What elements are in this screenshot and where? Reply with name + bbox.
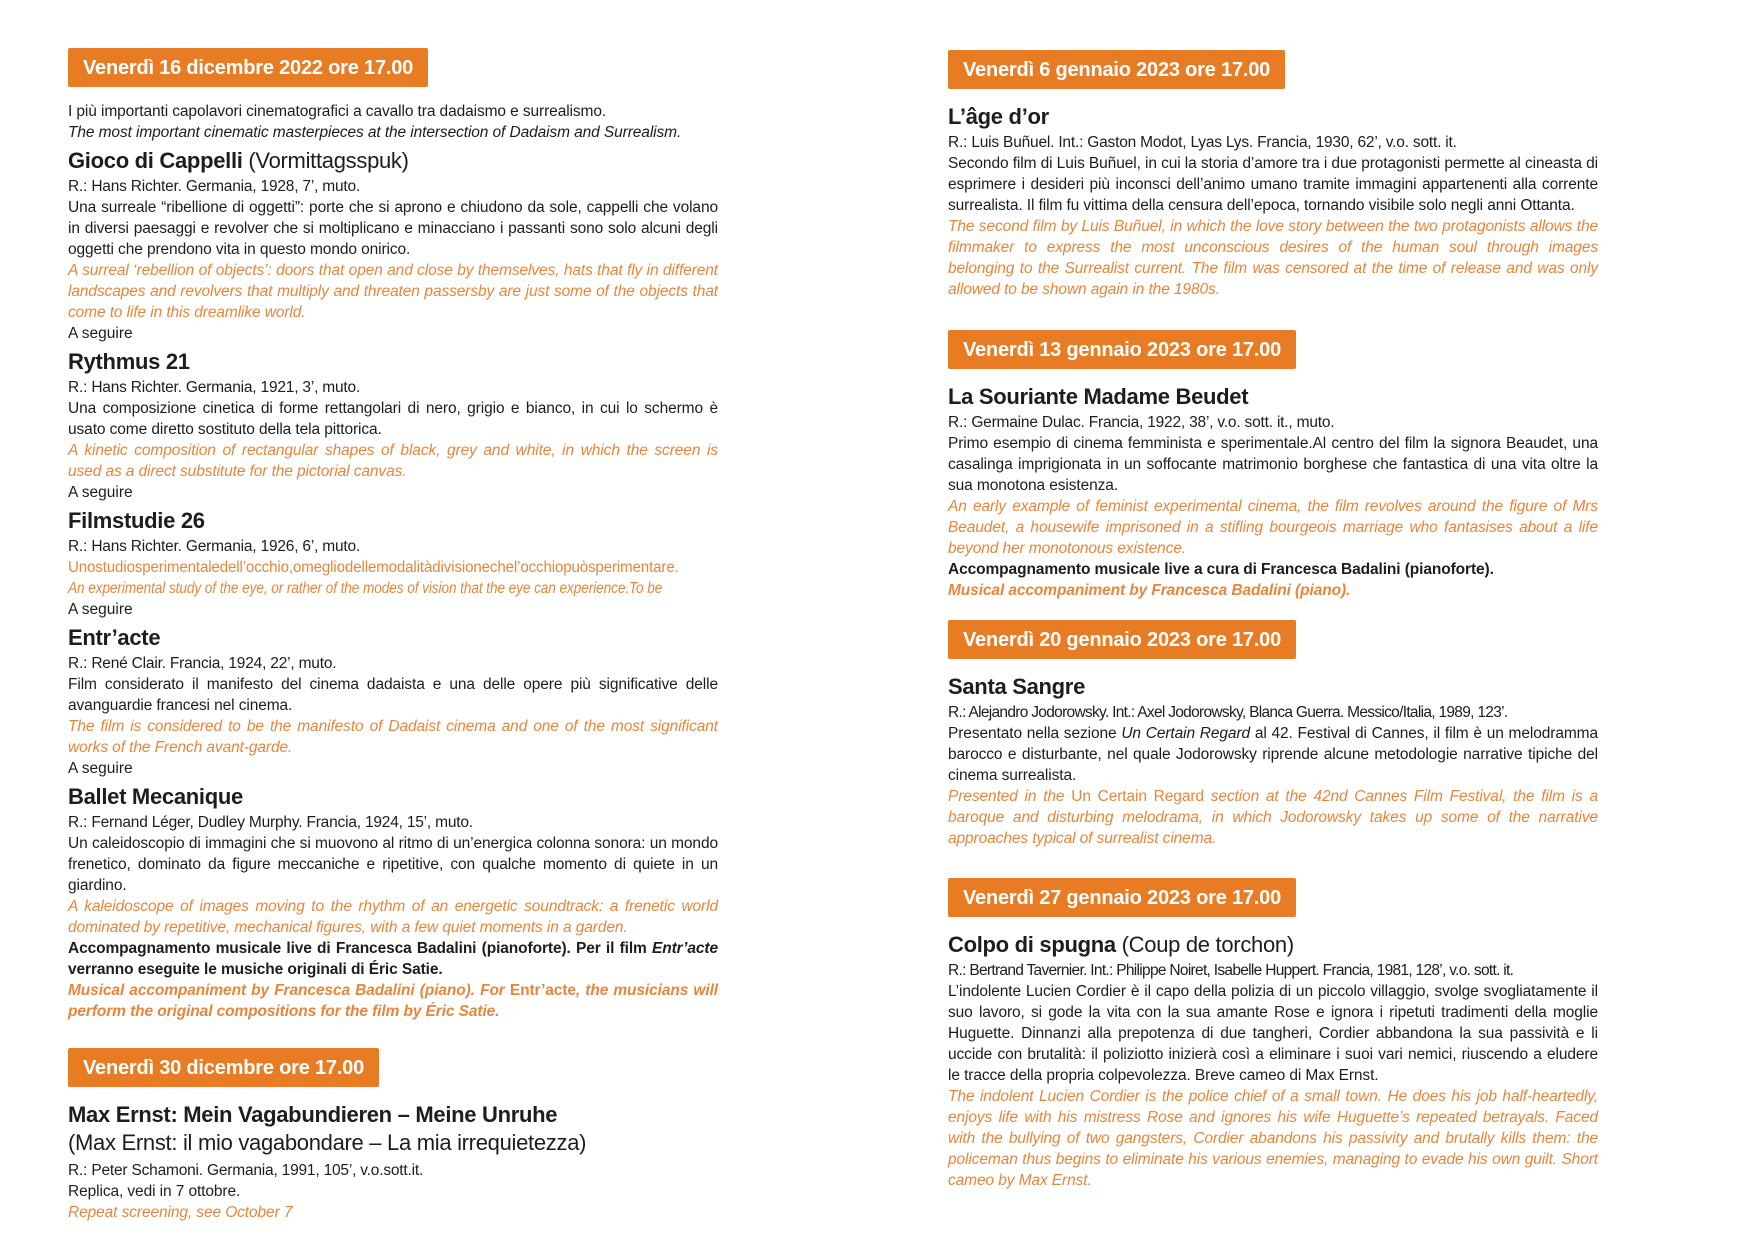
- film-name-emphasis: Entr’acte: [651, 940, 718, 957]
- film-desc-english: A kaleidoscope of images moving to the rhythm of an energetic soundtrack: a frenetic world dominated by repetitive, mechanical figures, with a few quiet moments in a garden.: [68, 898, 718, 936]
- desc-text: Presentato nella sezione: [948, 725, 1122, 742]
- series-intro-italian: I più importanti capolavori cinematografici a cavallo tra dadaismo e surrealismo.: [68, 103, 607, 120]
- film-desc-italian: Film considerato il manifesto del cinema dadaista e una delle opere più significative delle avanguardie francesi nel cinema.: [68, 676, 718, 714]
- a-seguire-label: A seguire: [68, 325, 133, 342]
- section-6-january: [948, 50, 1598, 300]
- film-desc-english: The indolent Lucien Cordier is the police chief of a small town. He does his job half-heartedly, enjoys life with his mistress Rose and ignores his wife Huguette’s repeated betrayals. Faced with the bullying of two gangsters, Cordier abandons his passivity and brutally kills them: the policeman thus begins to eliminate his various enemies, managing to evade his own guilt. Short cameo by Max Ernst.: [948, 1088, 1598, 1189]
- screening-date-badge: Venerdì 16 dicembre 2022 ore 17.00: [68, 48, 428, 87]
- a-seguire-label: A seguire: [68, 601, 133, 618]
- film-credits: R.: Germaine Dulac. Francia, 1922, 38’, v.o. sott. it., muto.: [948, 414, 1335, 431]
- film-desc-italian: L’indolente Lucien Cordier è il capo della polizia di un piccolo villaggio, svolge svogliatamente il suo lavoro, si gode la vita con la sua amante Rose e ignora i ripetuti tradimenti della moglie Huguette. Dinnanzi alla prepotenza di due tangheri, Cordier abbandona la sua passività e li uccide con brutalità: il poliziotto inizierà così a eliminare i suoi vari nemici, riuscendo a eludere le tracce della propria colpevolezza. Breve cameo di Max Ernst.: [948, 983, 1598, 1084]
- film-desc-italian: [68, 557, 718, 578]
- section-16-december: [68, 48, 718, 1022]
- replica-note-english: Repeat screening, see October 7: [68, 1204, 293, 1221]
- section-body: [68, 101, 718, 1022]
- film-desc-english: A surreal ‘rebellion of objects’: doors that open and close by themselves, hats that fly in different landscapes and revolvers that multiply and threaten passersby are just some of the objects that come to life in this dreamlike world.: [68, 262, 718, 321]
- film-credits: R.: Peter Schamoni. Germania, 1991, 105’, v.o.sott.it.: [68, 1162, 424, 1179]
- film-desc-italian: Secondo film di Luis Buñuel, in cui la storia d’amore tra i due protagonisti permette al cineasta di esprimere i desideri più inconsci dell’animo umano tramite immagini appartenenti alla corrente surrealista. Il film fu vittima della censura dell’epoca, tornando visibile solo negli anni Ottanta.: [948, 155, 1598, 214]
- film-desc-italian: [948, 723, 1598, 786]
- a-seguire-label: A seguire: [68, 760, 133, 777]
- section-body: [948, 931, 1598, 1191]
- film-title: Rythmus 21: [68, 349, 190, 374]
- film-desc-english: An early example of feminist experimental cinema, the film revolves around the figure of Mrs Beaudet, a housewife imprisoned in a stifling bourgeois marriage who fantasises about a life beyond her monotonous existence.: [948, 498, 1598, 557]
- screening-date-badge: Venerdì 6 gennaio 2023 ore 17.00: [948, 50, 1285, 89]
- festival-section-name: Un Certain Regard: [1121, 725, 1251, 742]
- film-title: L’âge d’or: [948, 104, 1049, 129]
- film-desc-italian: Un caleidoscopio di immagini che si muovono al ritmo di un’energica colonna sonora: un mondo frenetico, dominato da figure meccaniche e ripetitive, con qualche momento di quiete in un giardino.: [68, 835, 718, 894]
- section-27-january: [948, 878, 1598, 1191]
- accomp-text: verranno eseguite le musiche originali di Éric Satie.: [68, 961, 443, 978]
- section-30-december: [68, 1048, 718, 1223]
- musical-accompaniment-italian: Accompagnamento musicale live a cura di Francesca Badalini (pianoforte).: [948, 561, 1494, 578]
- film-credits: R.: Hans Richter. Germania, 1928, 7’, muto.: [68, 178, 361, 195]
- film-title-main: Colpo di spugna: [948, 932, 1116, 957]
- film-credits: R.: Luis Buñuel. Int.: Gaston Modot, Lyas Lys. Francia, 1930, 62’, v.o. sott. it.: [948, 134, 1457, 151]
- film-title: Entr’acte: [68, 625, 161, 650]
- section-13-january: [948, 330, 1598, 601]
- musical-accompaniment-english: Musical accompaniment by Francesca Badalini (piano).: [948, 582, 1351, 599]
- film-desc-english: The film is considered to be the manifesto of Dadaist cinema and one of the most significant works of the French avant-garde.: [68, 718, 718, 756]
- musical-accompaniment-italian: [68, 938, 718, 980]
- desc-text: al 42. Festival di Cannes, il film è un melodramma barocco e disturbante, nel quale Jodorowsky riprende alcune metodologie narrative tipiche del cinema surrealista.: [948, 725, 1599, 784]
- film-title: La Souriante Madame Beudet: [948, 384, 1249, 409]
- desc-text: section at the 42nd Cannes Film Festival, the film is a baroque and disturbing melodrama, in which Jodorowsky takes up some of the narrative approaches typical of surrealist cinema.: [948, 788, 1598, 847]
- section-body: [948, 103, 1598, 300]
- section-body: [68, 1101, 718, 1223]
- film-desc-italian: Una composizione cinetica di forme rettangolari di nero, grigio e bianco, in cui lo schermo è usato come diretto sostituto della tela pittorica.: [68, 400, 718, 438]
- film-title: Max Ernst: Mein Vagabundieren – Meine Unruhe: [68, 1102, 558, 1127]
- film-name-emphasis: Entr’acte: [509, 982, 576, 999]
- film-title: [68, 147, 718, 174]
- film-credits: R.: Fernand Léger, Dudley Murphy. Francia, 1924, 15’, muto.: [68, 814, 473, 831]
- film-desc-english: [948, 786, 1598, 849]
- screening-date-badge: Venerdì 13 gennaio 2023 ore 17.00: [948, 330, 1296, 369]
- desc-text: Presented in the: [948, 788, 1072, 805]
- film-desc-english: A kinetic composition of rectangular shapes of black, grey and white, in which the screen is used as a direct substitute for the pictorial canvas.: [68, 442, 718, 480]
- film-credits: R.: René Clair. Francia, 1924, 22’, muto.: [68, 655, 337, 672]
- festival-section-name: Un Certain Regard: [1071, 788, 1204, 805]
- film-credits: R.: Hans Richter. Germania, 1926, 6’, muto.: [68, 538, 361, 555]
- film-title-original: (Coup de torchon): [1121, 932, 1294, 957]
- series-intro-english: The most important cinematic masterpieces at the intersection of Dadaism and Surrealism.: [68, 124, 682, 141]
- film-title: [948, 931, 1598, 958]
- film-title: Santa Sangre: [948, 674, 1086, 699]
- film-title: Ballet Mecanique: [68, 784, 243, 809]
- section-body: [948, 673, 1598, 849]
- film-title-original: (Vormittagsspuk): [248, 148, 409, 173]
- accomp-text: Accompagnamento musicale live di Francesca Badalini (pianoforte). Per il film: [68, 940, 652, 957]
- film-title-main: Gioco di Cappelli: [68, 148, 243, 173]
- accomp-text: , the musicians will perform the original compositions for the film by Éric Satie.: [68, 982, 718, 1020]
- squeezed-line: Unostudiosperimentaledell’occhio,omegliodellemodalitàdivisionechel’occhiopuòsperimentare.: [68, 559, 679, 576]
- musical-accompaniment-english: [68, 980, 718, 1022]
- accomp-text: Musical accompaniment by Francesca Badalini (piano). For: [68, 982, 510, 999]
- film-title: Filmstudie 26: [68, 508, 205, 533]
- film-credits: R.: Bertrand Tavernier. Int.: Philippe Noiret, Isabelle Huppert. Francia, 1981, 128’, v.o. sott. it.: [948, 962, 1514, 979]
- section-20-january: [948, 620, 1598, 849]
- film-credits: R.: Hans Richter. Germania, 1921, 3’, muto.: [68, 379, 361, 396]
- screening-date-badge: Venerdì 30 dicembre ore 17.00: [68, 1048, 379, 1087]
- replica-note-italian: Replica, vedi in 7 ottobre.: [68, 1183, 241, 1200]
- a-seguire-label: A seguire: [68, 484, 133, 501]
- film-desc-english: The second film by Luis Buñuel, in which the love story between the two protagonists allows the filmmaker to express the most unconscious desires of the human soul through images belonging to the Surrealist current. The film was censored at the time of release and was only allowed to be shown again in the 1980s.: [948, 218, 1598, 298]
- film-title-italian: (Max Ernst: il mio vagabondare – La mia irrequietezza): [68, 1130, 587, 1155]
- film-credits: R.: Alejandro Jodorowsky. Int.: Axel Jodorowsky, Blanca Guerra. Messico/Italia, 1989, 123’.: [948, 704, 1508, 721]
- section-body: [948, 383, 1598, 601]
- film-desc-english: [68, 578, 718, 599]
- screening-date-badge: Venerdì 20 gennaio 2023 ore 17.00: [948, 620, 1296, 659]
- film-desc-italian: Primo esempio di cinema femminista e sperimentale.Al centro del film la signora Beaudet, una casalinga imprigionata in un soffocante matrimonio borghese che fantastica di una vita oltre la sua monotona esistenza.: [948, 435, 1598, 494]
- screening-date-badge: Venerdì 27 gennaio 2023 ore 17.00: [948, 878, 1296, 917]
- squeezed-line: An experimental study of the eye, or rather of the modes of vision that the eye can experience.To be: [68, 580, 663, 597]
- film-desc-italian: Una surreale “ribellione di oggetti”: porte che si aprono e chiudono da sole, cappelli che volano in diversi paesaggi e revolver che si moltiplicano e minacciano i passanti sono solo alcuni degli oggetti che prendono vita in questo mondo onirico.: [68, 199, 718, 258]
